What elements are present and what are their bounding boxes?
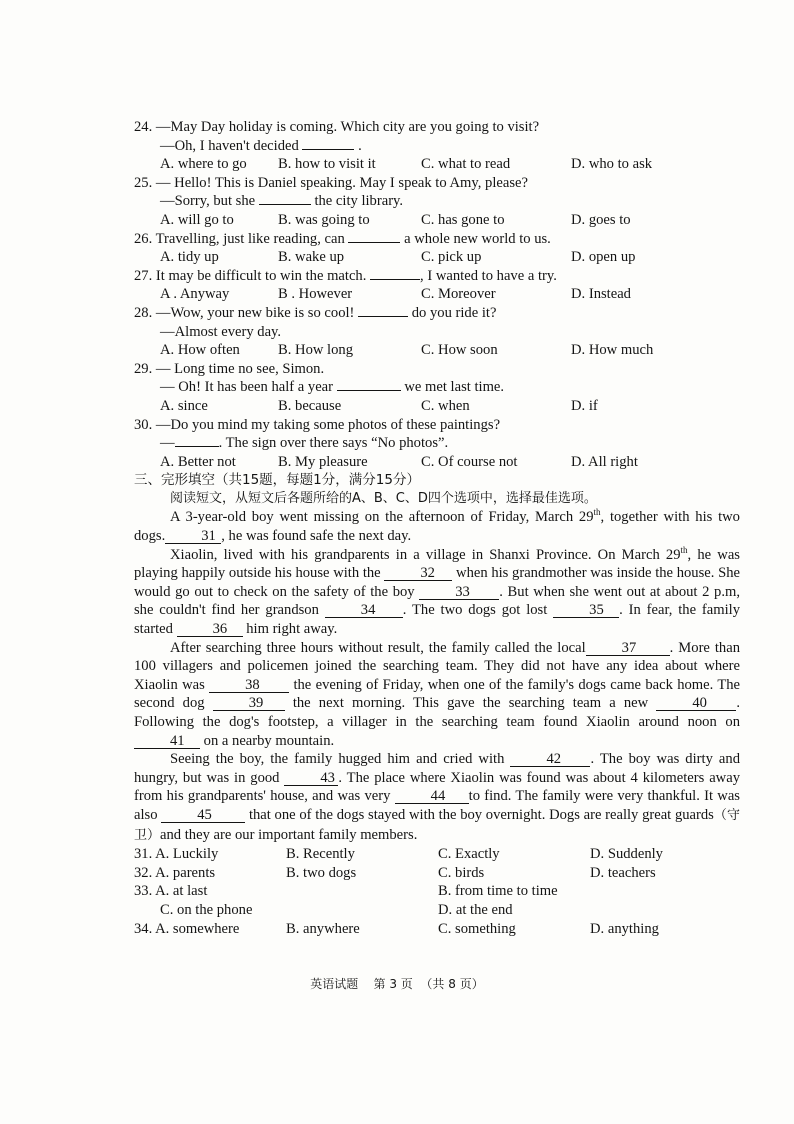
option-32-d: D. teachers xyxy=(590,864,656,881)
blank-38: 38 xyxy=(209,678,289,693)
question-stem: — Long time no see, Simon. xyxy=(155,360,325,377)
option-c: C. How soon xyxy=(421,342,498,359)
passage-paragraph-2: Xiaolin, lived with his grandparents in a village in Shanxi Province. On March 29th, he was playing happily outside his house with the 32 when his grandmother was inside the house. She would go out to check on the safety of the boy 33 . But when she went out at about 2 p.m, she couldn't find her grandson 34 . The two dogs got lost 35 . In fear, the family started 36 him right away. xyxy=(134,544,741,638)
question-25: 25. — Hello! This is Daniel speaking. May I speak to Amy, please? —Sorry, but she the city library. A. will go to B. was going to C. has gone to D. goes to xyxy=(134,174,740,230)
question-26: 26. Travelling, just like reading, can a whole new world to us. A. tidy up B. wake up C. pick up D. open up xyxy=(134,230,740,267)
option-c: C. Of course not xyxy=(421,453,518,470)
option-d: D. All right xyxy=(571,453,638,470)
question-number: 26. xyxy=(134,230,153,247)
answer-blank xyxy=(370,279,420,280)
answer-blank xyxy=(348,242,400,243)
question-number: 30. xyxy=(134,416,153,433)
option-d: D. goes to xyxy=(571,211,631,228)
question-number: 27. xyxy=(134,267,153,284)
options xyxy=(134,397,740,416)
options xyxy=(134,341,740,360)
option-b: B. was going to xyxy=(278,211,370,228)
option-34-c: C. something xyxy=(438,920,516,937)
blank-33: 33 xyxy=(419,585,499,600)
option-31-d: D. Suddenly xyxy=(590,846,663,863)
question-number: 28. xyxy=(134,304,153,321)
question-stem: It may be difficult to win the match. xyxy=(155,267,367,284)
option-a: A. Better not xyxy=(160,453,236,470)
option-31-b: B. Recently xyxy=(286,846,355,863)
options xyxy=(134,285,740,304)
answer-blank xyxy=(259,204,311,205)
option-33-d: D. at the end xyxy=(438,901,513,918)
option-33-c: C. on the phone xyxy=(160,901,253,918)
options xyxy=(134,155,740,174)
option-33-a: 33. A. at last xyxy=(134,883,208,900)
options xyxy=(134,248,740,267)
option-c: C. has gone to xyxy=(421,211,505,228)
question-24: 24. —May Day holiday is coming. Which city are you going to visit? —Oh, I haven't decided . A. where to go B. how to visit it C. what to read D. who to ask xyxy=(134,118,740,174)
option-c: C. when xyxy=(421,397,470,414)
question-28: 28. —Wow, your new bike is so cool! do you ride it? —Almost every day. A. How often B. How long C. How soon D. How much xyxy=(134,304,740,360)
question-stem: —Sorry, but she xyxy=(160,193,256,210)
option-d: D. open up xyxy=(571,249,636,266)
answer-blank xyxy=(175,446,219,447)
blank-37: 37 xyxy=(586,641,670,656)
section-instruction: 阅读短文，从短文后各题所给的A、B、C、D四个选项中，选择最佳选项。 xyxy=(170,490,597,506)
question-stem: —Wow, your new bike is so cool! xyxy=(155,304,355,321)
page-content xyxy=(134,118,740,938)
blank-31: 31 xyxy=(165,529,221,544)
option-d: D. who to ask xyxy=(571,156,653,173)
section-heading: 三、完形填空（共15题，每题1分，满分15分） xyxy=(134,472,420,489)
question-stem: —Almost every day. xyxy=(160,323,282,340)
option-c: C. what to read xyxy=(421,156,511,173)
options xyxy=(134,211,740,230)
question-stem: — xyxy=(160,435,175,452)
blank-45: 45 xyxy=(161,808,245,823)
question-stem: —May Day holiday is coming. Which city are you going to visit? xyxy=(155,119,540,135)
blank-40: 40 xyxy=(656,696,736,711)
passage-paragraph-4: Seeing the boy, the family hugged him and cried with 42 . The boy was dirty and hungry, but was in good 43 . The place where Xiaolin was found was about 4 kilometers away from his grandparents' house, and was very 44 to find. The family were very thankful. It was also 45 that one of the dogs stayed with the boy overnight. Dogs are really great guards（守卫）and they are our important family members. xyxy=(134,751,740,843)
option-32-c: C. birds xyxy=(438,864,485,881)
answer-blank xyxy=(337,390,401,391)
question-number: 24. xyxy=(134,119,153,135)
blank-34: 34 xyxy=(325,603,403,618)
option-34-a: 34. A. somewhere xyxy=(134,920,240,937)
question-29: 29. — Long time no see, Simon. — Oh! It has been half a year we met last time. A. since B. because C. when D. if xyxy=(134,360,740,416)
option-a: A. where to go xyxy=(160,156,247,173)
option-b: B. wake up xyxy=(278,249,345,266)
option-b: B. because xyxy=(278,397,342,414)
option-d: D. How much xyxy=(571,342,654,359)
blank-41: 41 xyxy=(134,734,200,749)
option-c: C. pick up xyxy=(421,249,482,266)
question-27: 27. It may be difficult to win the match. , I wanted to have a try. A . Anyway B . However C. Moreover D. Instead xyxy=(134,267,740,304)
question-30: 30. —Do you mind my taking some photos of these paintings? — . The sign over there says “No photos”. A. Better not B. My pleasure C. Of course not D. All right xyxy=(134,416,740,472)
question-number: 25. xyxy=(134,174,153,191)
question-number: 29. xyxy=(134,360,153,377)
option-a: A . Anyway xyxy=(160,286,230,303)
blank-39: 39 xyxy=(213,696,285,711)
blank-44: 44 xyxy=(395,789,469,804)
answer-blank xyxy=(302,149,354,150)
option-33-b: B. from time to time xyxy=(438,883,558,900)
question-stem: — Oh! It has been half a year xyxy=(160,379,334,396)
option-b: B. My pleasure xyxy=(278,453,368,470)
question-stem: Travelling, just like reading, can xyxy=(155,230,345,247)
option-a: A. will go to xyxy=(160,211,234,228)
option-d: D. Instead xyxy=(571,286,631,303)
question-stem: —Do you mind my taking some photos of these paintings? xyxy=(155,416,501,433)
option-b: B . However xyxy=(278,286,353,303)
option-34-d: D. anything xyxy=(590,920,659,937)
option-a: A. How often xyxy=(160,342,240,359)
passage-paragraph-1: A 3-year-old boy went missing on the afternoon of Friday, March 29th, together with his two dogs. 31 , he was found safe the next day. xyxy=(134,507,740,545)
option-31-c: C. Exactly xyxy=(438,846,500,863)
blank-32: 32 xyxy=(384,566,452,581)
answer-options xyxy=(134,845,740,938)
option-a: A. since xyxy=(160,397,208,414)
answer-blank xyxy=(358,316,408,317)
option-d: D. if xyxy=(571,397,598,414)
blank-43: 43 xyxy=(284,771,338,786)
option-31-a: 31. A. Luckily xyxy=(134,846,219,863)
question-stem: — Hello! This is Daniel speaking. May I speak to Amy, please? xyxy=(155,174,528,191)
blank-42: 42 xyxy=(510,752,590,767)
option-b: B. how to visit it xyxy=(278,156,376,173)
option-a: A. tidy up xyxy=(160,249,219,266)
options xyxy=(134,453,740,472)
blank-36: 36 xyxy=(177,622,243,637)
option-32-a: 32. A. parents xyxy=(134,864,216,881)
blank-35: 35 xyxy=(553,603,619,618)
option-34-b: B. anywhere xyxy=(286,920,360,937)
question-stem: —Oh, I haven't decided xyxy=(160,137,299,154)
option-c: C. Moreover xyxy=(421,286,496,303)
passage-paragraph-3: After searching three hours without result, the family called the local 37 . More than 100 villagers and policemen joined the searching team. They did not have any idea about where Xiaolin was 38 the evening of Friday, when one of the family's dogs came back home. The second dog 39 the next morning. This gave the searching team a new 40 . Following the dog's footstep, a villager in the searching team found Xiaolin around noon on 41 on a nearby mountain. xyxy=(134,639,741,749)
option-b: B. How long xyxy=(278,342,353,359)
option-32-b: B. two dogs xyxy=(286,864,357,881)
page-footer: 英语试题 第 3 页 （共 8 页） xyxy=(310,977,484,991)
